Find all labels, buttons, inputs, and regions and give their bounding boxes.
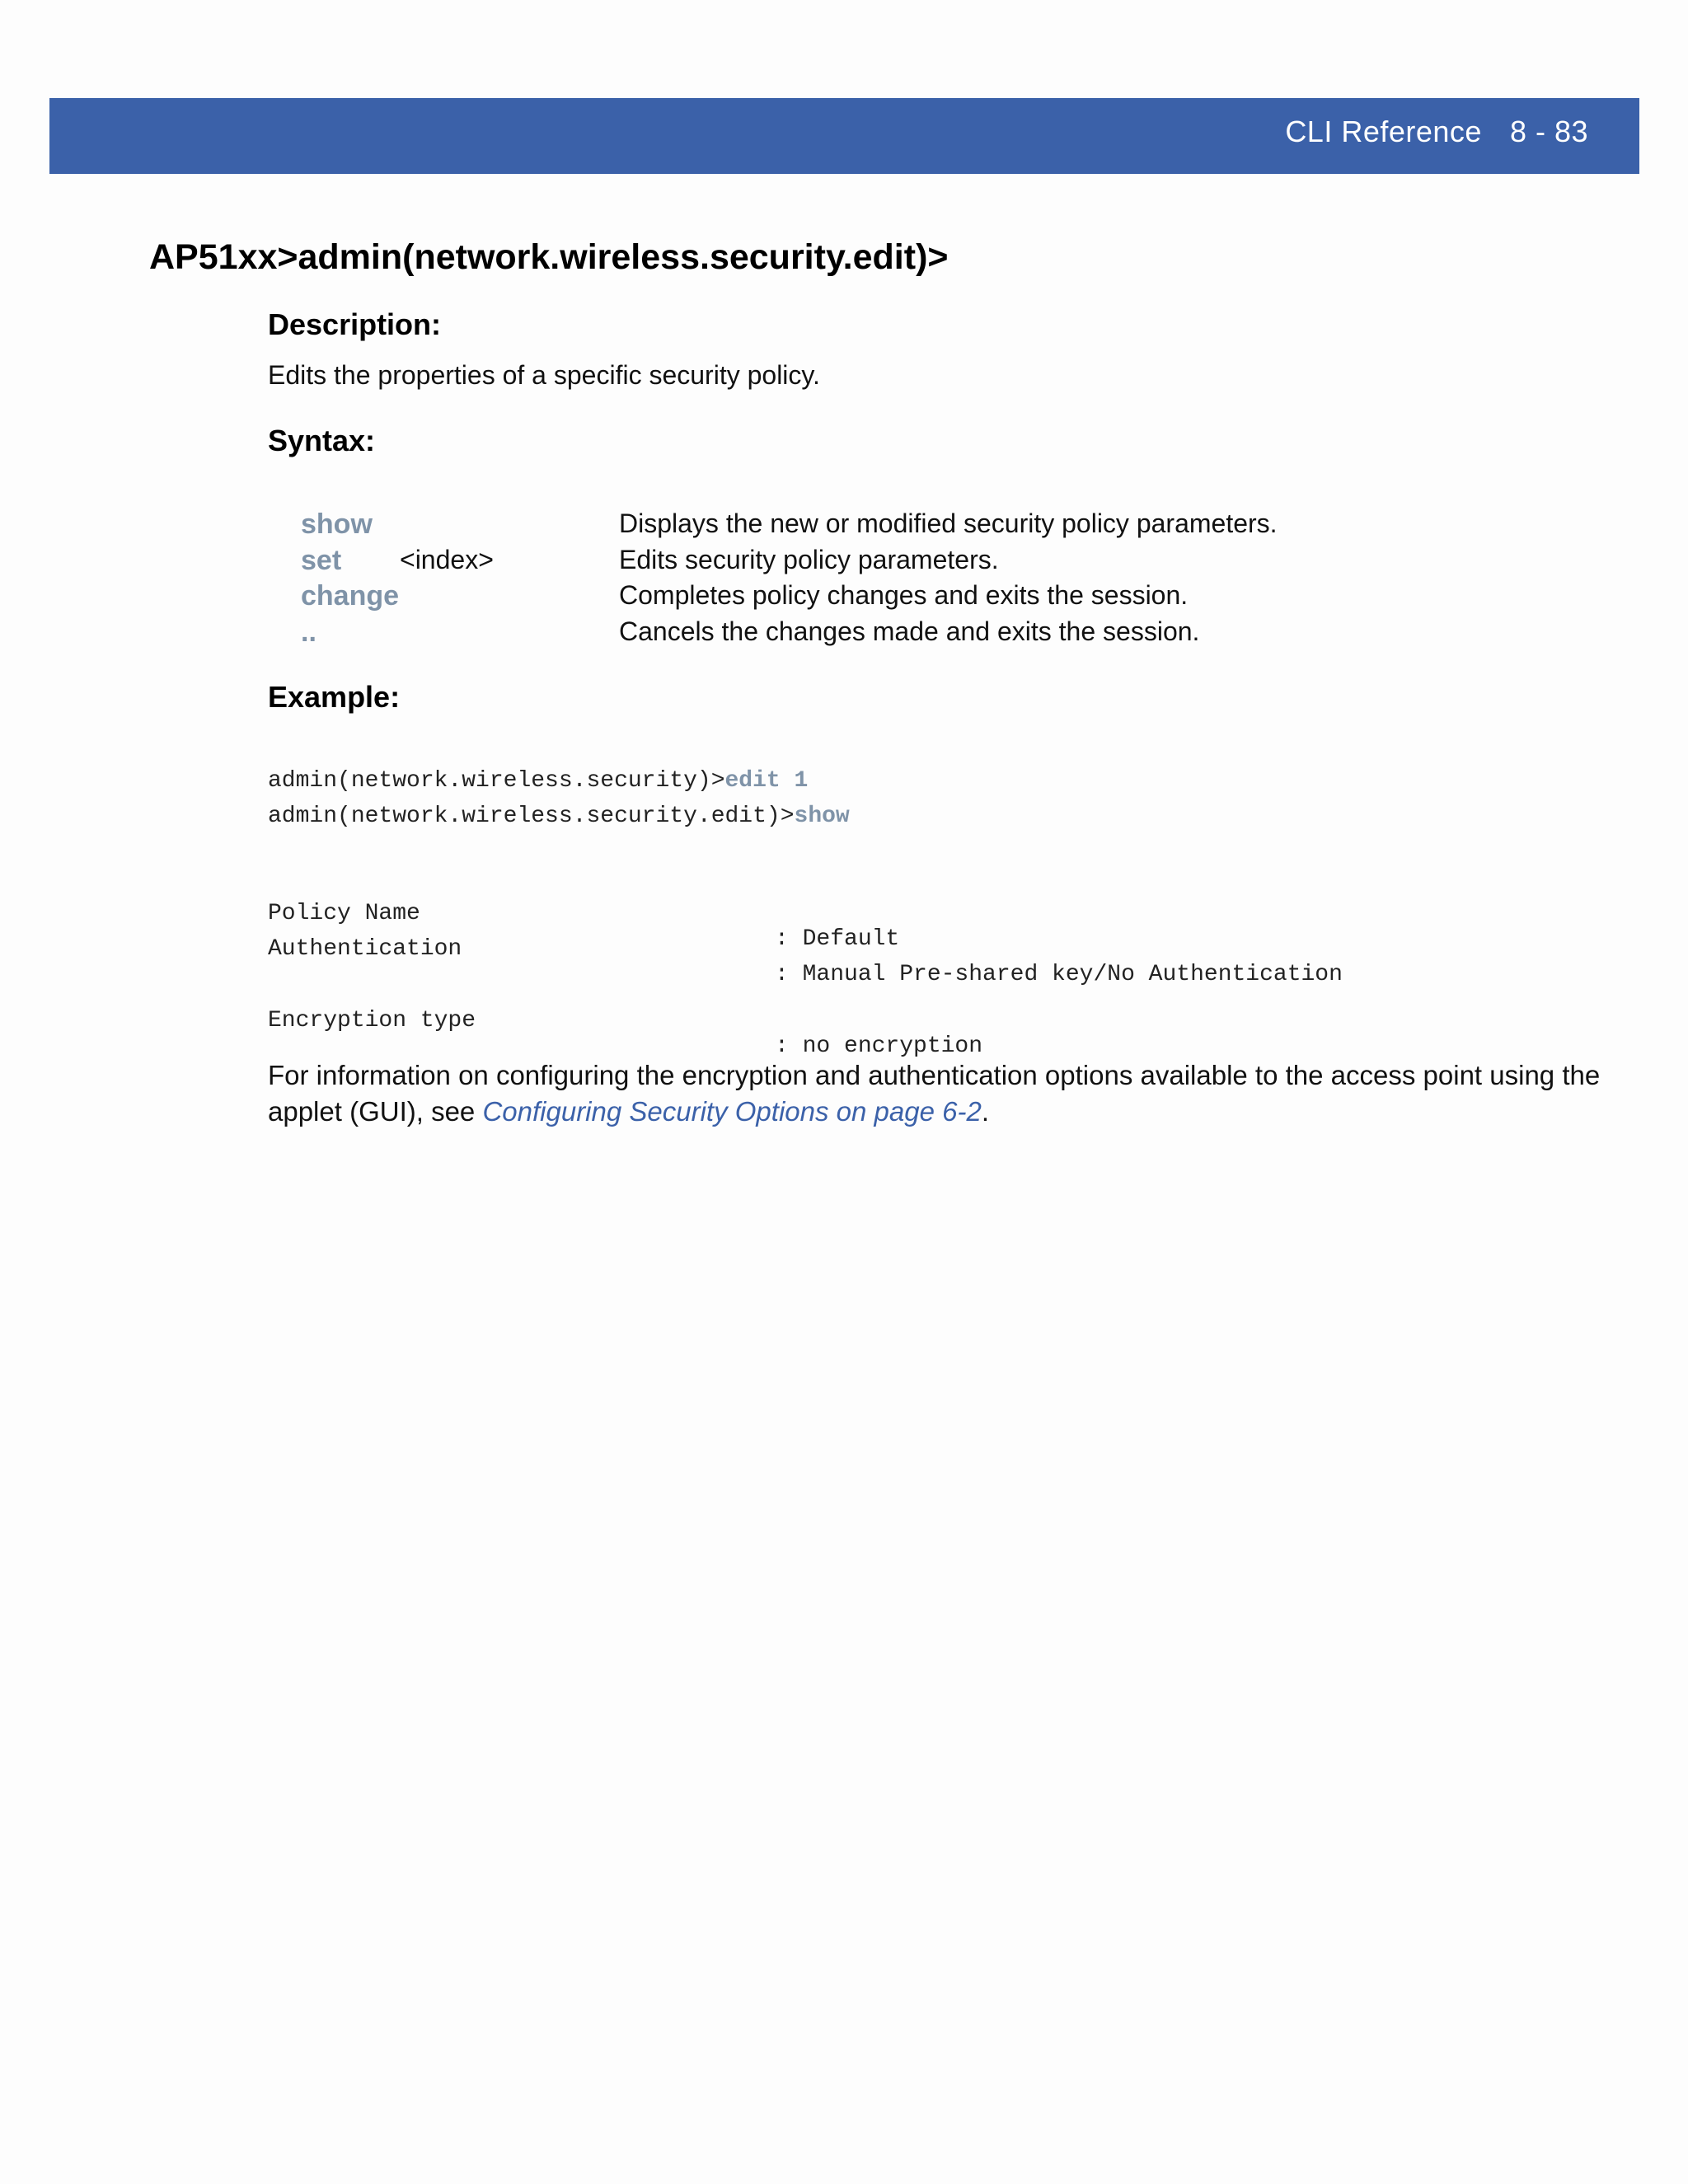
syntax-row <box>268 580 1636 616</box>
syntax-command: set <box>301 545 342 576</box>
code-prompt: admin(network.wireless.security)> <box>268 768 725 794</box>
command-title: AP51xx>admin(network.wireless.security.edit)> <box>149 237 949 277</box>
output-value: : Default <box>775 926 900 952</box>
code-prompt: admin(network.wireless.security.edit)> <box>268 804 795 829</box>
syntax-description: Edits security policy parameters. <box>619 545 999 574</box>
output-value: : Manual Pre-shared key/No Authentication <box>775 962 1343 987</box>
syntax-description: Displays the new or modified security policy parameters. <box>619 509 1278 538</box>
paragraph-end: . <box>981 1096 989 1127</box>
syntax-command: show <box>301 509 373 540</box>
syntax-row <box>268 509 1636 545</box>
header-section-title: CLI Reference <box>1285 115 1482 148</box>
syntax-description: Cancels the changes made and exits the session. <box>619 616 1200 646</box>
description-heading: Description: <box>268 307 442 341</box>
cross-reference-link[interactable]: Configuring Security Options on page 6-2 <box>482 1096 982 1127</box>
output-key: Authentication <box>268 936 462 962</box>
reference-paragraph <box>268 1057 1653 1130</box>
code-command: edit 1 <box>724 768 809 794</box>
description-text: Edits the properties of a specific security policy. <box>268 360 820 390</box>
syntax-row <box>268 616 1636 653</box>
syntax-command: change <box>301 580 400 612</box>
paragraph-text: For information on configuring the encryption and authentication options available to the access point using the applet (GUI), see <box>268 1060 1601 1127</box>
code-output-row <box>268 911 1587 987</box>
page-header-bar <box>49 98 1639 174</box>
syntax-heading: Syntax: <box>268 424 376 457</box>
output-value: : no encryption <box>775 1033 983 1059</box>
syntax-row <box>268 545 1636 581</box>
output-key: Encryption type <box>268 1008 476 1033</box>
code-command: show <box>794 804 850 829</box>
syntax-argument: <index> <box>400 545 494 574</box>
syntax-description: Completes policy changes and exits the session. <box>619 580 1189 610</box>
page-header-text <box>1285 115 1588 149</box>
syntax-command: .. <box>301 616 316 648</box>
code-line <box>268 804 850 829</box>
output-key: Policy Name <box>268 901 420 926</box>
code-output-row <box>268 982 1587 1059</box>
example-heading: Example: <box>268 680 401 714</box>
code-line <box>268 768 808 794</box>
header-page-number: 8 - 83 <box>1509 115 1588 148</box>
